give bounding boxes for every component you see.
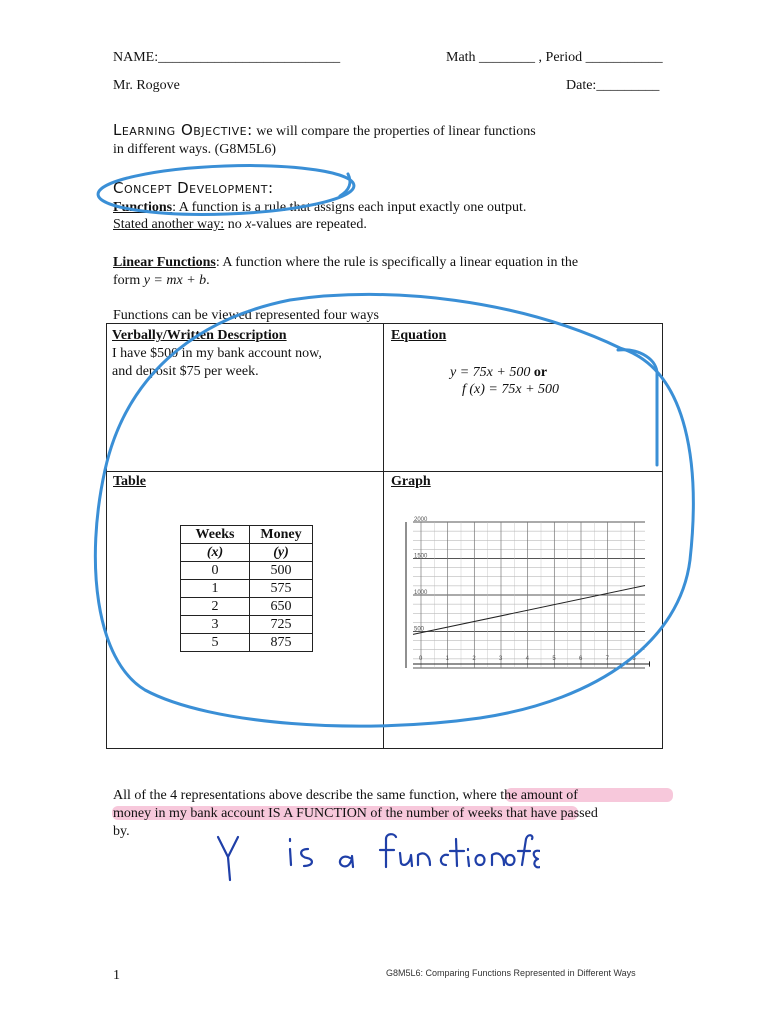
functions-def: : A function is a rule that assigns each input exactly one output. [172,200,527,215]
objective-heading: Learning Objective: [113,121,253,139]
y-tick-label: 1000 [414,590,428,596]
hand-word-is [290,839,312,866]
table-cell-y: 725 [250,616,313,634]
hand-word-of [506,835,533,865]
table-cell-x: 2 [181,598,250,616]
teacher-name: Mr. Rogove [113,78,180,93]
handwritten-note [210,825,540,885]
y-tick-label: 500 [414,626,425,633]
linear-term: Linear Functions [113,255,216,270]
equation-1: y = 75x + 500 [450,365,531,380]
concept-heading: Concept Development: [113,179,274,197]
verbal-line-2: and deposit $75 per week. [112,364,259,379]
stated-post: -values are repeated. [251,217,367,232]
hand-word-a [340,856,353,867]
stated-var: x [245,217,252,232]
x-tick-label: 7 [605,656,610,662]
weeks-header-label: Weeks [195,527,235,542]
y-tick-label: 2000 [414,517,428,523]
table-cell-y: 575 [250,580,313,598]
x-tick-label: 6 [579,656,583,662]
x-subheader: (x) [181,544,250,562]
x-tick-label: 3 [499,656,503,662]
conclusion-line-1: All of the 4 representations above describe the same function, where the amount of [113,788,578,803]
y-tick-label: 1500 [414,553,428,560]
hand-letter-x [534,851,540,868]
x-tick-label: 4 [525,656,530,662]
linear-def: : A function where the rule is specifically a linear equation in the [215,255,579,270]
four-ways-text: Functions can be viewed represented four ways [113,308,379,323]
table-cell-x: 3 [181,616,250,634]
hand-letter-y [218,837,238,880]
page-number: 1 [113,968,120,983]
table-cell-y: 875 [250,634,313,652]
objective-text-2: in different ways. (G8M5L6) [113,142,277,157]
functions-term: Functions [113,200,173,215]
stated-pre: no [224,217,246,232]
footer-title: G8M5L6: Comparing Functions Represented in Different Ways [386,968,636,978]
equation-line-2: f (x) = 75x + 500 [462,382,560,397]
four-ways-circle-annotation [95,294,693,726]
x-tick-label: 8 [632,656,636,662]
stated-term: Stated another way: [113,217,225,232]
objective-text-1: we will compare the properties of linear functions [256,124,536,139]
conclusion-line-2: money in my bank account IS A FUNCTION of the number of weeks that have passed [113,806,598,821]
table-cell-title: Table [113,474,146,489]
equation-cell-title: Equation [391,328,447,343]
name-label: NAME: [113,50,159,65]
x-tick-label: 1 [445,656,450,662]
verbal-line-1: I have $500 in my bank account now, [112,346,322,361]
table-cell-y: 500 [250,562,313,580]
x-tick-label: 5 [552,656,556,662]
money-header-label: Money [260,527,302,542]
table-cell-x: 1 [181,580,250,598]
conclusion-line-3: by. [113,824,130,839]
linear-form-eq: y = mx + b [143,273,207,288]
hand-word-function [380,834,504,867]
equation-or: or [533,365,548,380]
date-field: Date:_________ [566,78,660,93]
y-subheader: (y) [250,544,313,562]
verbal-cell-title: Verbally/Written Description [112,328,287,343]
linear-form-post: . [206,273,210,288]
table-cell-x: 0 [181,562,250,580]
name-blank: __________________________ [158,50,341,65]
linear-form-pre: form [113,273,144,288]
concept-circle-annotation [97,162,355,219]
table-cell-y: 650 [250,598,313,616]
table-cell-x: 5 [181,634,250,652]
x-tick-label: 0 [419,656,423,662]
math-period-field: Math ________ , Period ___________ [446,50,663,65]
graph-cell-title: Graph [391,474,431,489]
x-tick-label: 2 [472,656,476,662]
